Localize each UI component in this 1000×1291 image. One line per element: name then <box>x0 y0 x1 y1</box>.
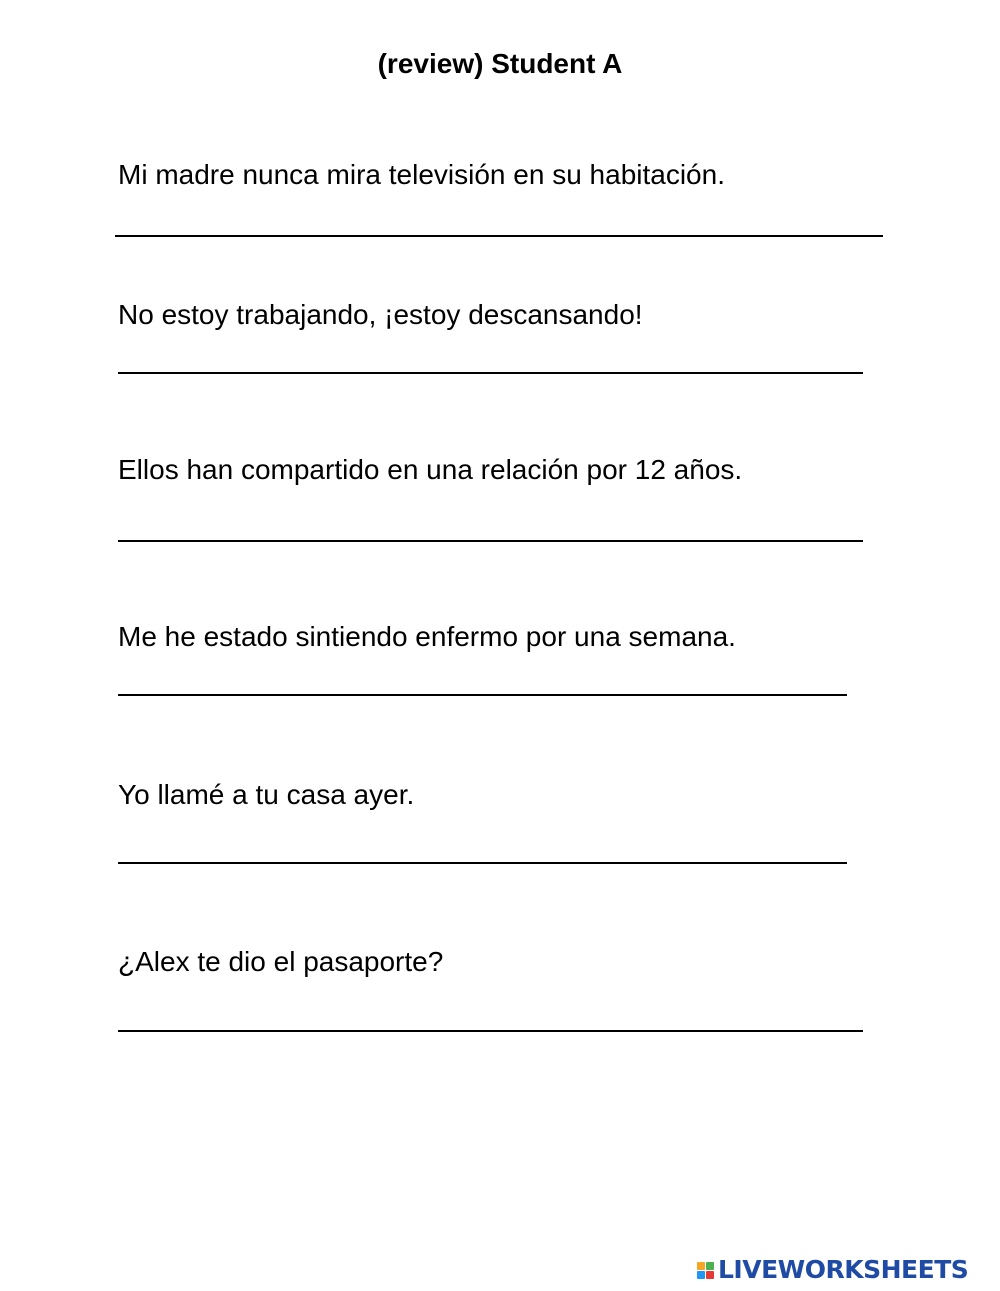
sentence-2: No estoy trabajando, ¡estoy descansando! <box>118 299 643 330</box>
logo-square-2 <box>706 1262 714 1270</box>
sentence-6: ¿Alex te dio el pasaporte? <box>118 946 444 977</box>
sentence-5: Yo llamé a tu casa ayer. <box>118 779 415 810</box>
logo-square-1 <box>697 1262 705 1270</box>
worksheet-title: (review) Student A <box>377 48 623 79</box>
answer-line-2[interactable] <box>118 372 863 374</box>
logo-square-4 <box>706 1271 714 1279</box>
liveworksheets-brand <box>697 1254 968 1286</box>
sentence-3: Ellos han compartido en una relación por 12 años. <box>118 454 743 485</box>
liveworksheets-wordmark: LIVEWORKSHEETS <box>718 1255 969 1284</box>
answer-line-1[interactable] <box>115 235 883 237</box>
sentence-4: Me he estado sintiendo enfermo por una semana. <box>118 621 736 652</box>
logo-square-3 <box>697 1271 705 1279</box>
answer-line-5[interactable] <box>118 862 847 864</box>
answer-line-6[interactable] <box>118 1030 863 1032</box>
answer-line-4[interactable] <box>118 694 847 696</box>
sentence-1: Mi madre nunca mira televisión en su habitación. <box>118 159 725 190</box>
answer-line-3[interactable] <box>118 540 863 542</box>
liveworksheets-logo-icon <box>697 1262 714 1279</box>
